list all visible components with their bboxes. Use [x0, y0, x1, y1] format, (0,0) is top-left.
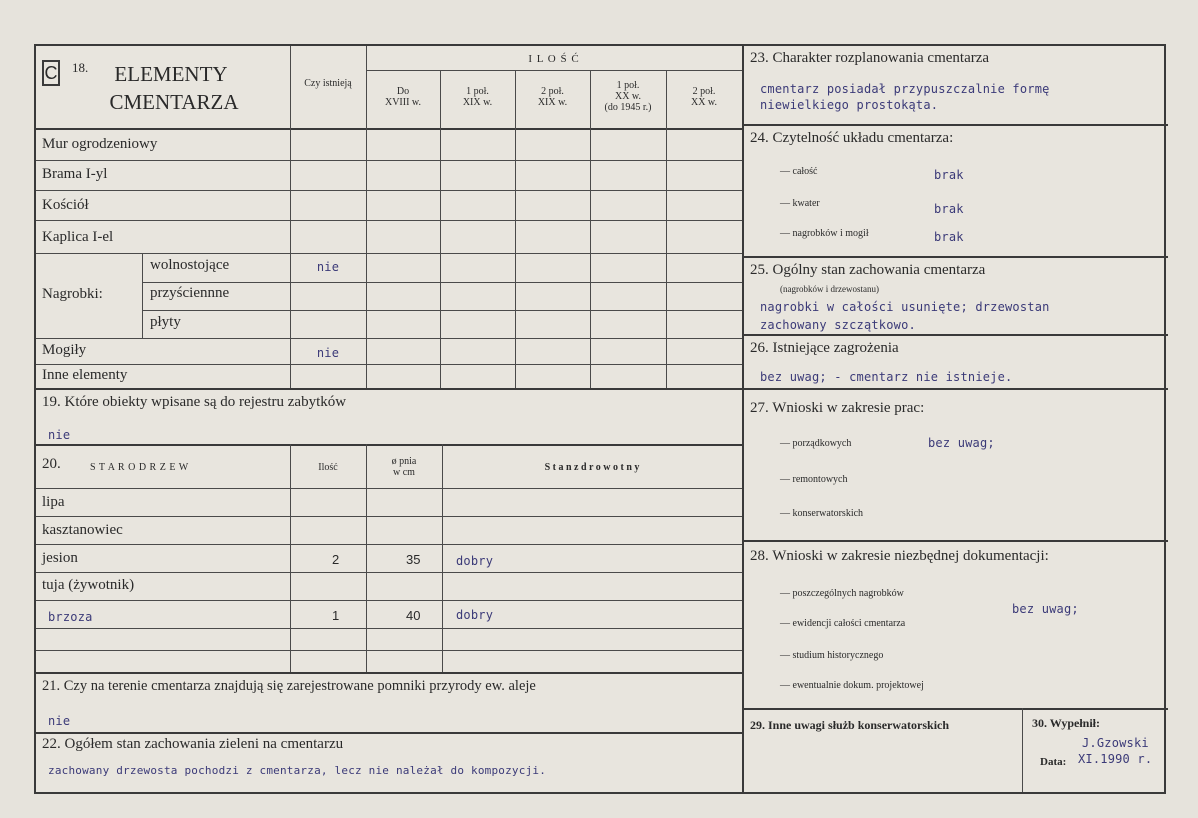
- grid-line: [742, 388, 1168, 390]
- section-25-title: 25. Ogólny stan zachowania cmentarza: [750, 262, 986, 278]
- grid-line: [36, 732, 742, 734]
- grid-line: [742, 124, 1168, 126]
- row-label: płyty: [150, 314, 181, 330]
- s24-item-value: brak: [934, 230, 964, 244]
- grid-line: [666, 70, 667, 388]
- s28-item-label: — studium historycznego: [780, 650, 884, 661]
- tree-ilosc: 1: [332, 608, 340, 623]
- section-28-title: 28. Wnioski w zakresie niezbędnej dokumentacji:: [750, 548, 1049, 564]
- section-25-subtitle: (nagrobków i drzewostanu): [780, 284, 879, 294]
- s27-item-label: — porządkowych: [780, 438, 852, 449]
- s28-item-label: — ewidencji całości cmentarza: [780, 618, 906, 629]
- grid-line: [36, 220, 742, 221]
- grid-line: [742, 708, 1168, 710]
- section-21-title: 21. Czy na terenie cmentarza znajdują się zarejestrowane pomniki przyrody ew. aleje: [42, 678, 536, 694]
- section-19-value: nie: [48, 428, 71, 442]
- section-18-title-1: ELEMENTY: [114, 62, 228, 86]
- grid-line: [36, 128, 742, 130]
- grid-line: [366, 46, 367, 388]
- grid-line: [36, 516, 742, 517]
- section-27-title: 27. Wnioski w zakresie prac:: [750, 400, 925, 416]
- row-label: Inne elementy: [42, 367, 128, 383]
- tree-stan: dobry: [456, 554, 494, 568]
- section-22-title: 22. Ogółem stan zachowania zieleni na cmentarzu: [42, 736, 344, 752]
- grid-line: [142, 310, 742, 311]
- grid-line: [36, 628, 742, 629]
- section-30-title: 30. Wypełnił:: [1032, 716, 1101, 730]
- grid-line: [36, 388, 742, 390]
- section-29-title: 29. Inne uwagi służb konserwatorskich: [750, 718, 950, 732]
- s20-col-pnia: ø pnia w cm: [391, 456, 417, 478]
- s28-item-label: — poszczególnych nagrobków: [780, 588, 904, 599]
- grid-line: [742, 256, 1168, 258]
- section-letter: C: [44, 63, 58, 83]
- grid-line: [742, 334, 1168, 336]
- grid-line: [36, 338, 742, 339]
- s24-item-label: — nagrobków i mogił: [780, 228, 869, 239]
- grid-line: [36, 650, 742, 651]
- s28-value: bez uwag;: [1012, 602, 1079, 616]
- s28-item-label: — ewentualnie dokum. projektowej: [780, 680, 924, 691]
- period-header: 2 poł. XX w.: [690, 86, 717, 108]
- section-30-name: J.Gzowski: [1082, 736, 1149, 750]
- row-label: Mur ogrodzeniowy: [42, 136, 158, 152]
- czy-value: nie: [316, 260, 340, 274]
- tree-name: jesion: [42, 550, 78, 566]
- s24-item-label: — kwater: [780, 198, 820, 209]
- tree-pnia: 35: [406, 552, 421, 567]
- tree-stan: dobry: [456, 608, 494, 622]
- grid-line: [290, 444, 291, 672]
- tree-name: tuja (żywotnik): [42, 577, 135, 593]
- section-25-line1: nagrobki w całości usunięte; drzewostan: [760, 300, 1050, 314]
- section-23-line2: niewielkiego prostokąta.: [760, 98, 939, 112]
- grid-line: [36, 364, 742, 365]
- row-label: wolnostojące: [150, 257, 230, 273]
- record-card: [34, 44, 1166, 794]
- section-20-number: 20.: [42, 456, 61, 472]
- center-divider: [742, 46, 744, 792]
- s24-item-value: brak: [934, 202, 964, 216]
- tree-ilosc: 2: [332, 552, 340, 567]
- tree-name: lipa: [42, 494, 65, 510]
- grid-line: [36, 672, 742, 674]
- grid-line: [590, 70, 591, 388]
- grid-line: [142, 253, 143, 338]
- period-header: 2 poł. XIX w.: [537, 86, 568, 108]
- czy-value: nie: [316, 346, 340, 360]
- s20-col-stan: S t a n z d r o w o t n y: [544, 462, 640, 473]
- grid-line: [36, 444, 742, 446]
- row-label: Mogiły: [42, 342, 87, 358]
- grid-line: [1022, 708, 1023, 792]
- col-czy-istnieja: Czy istnieją: [304, 78, 352, 89]
- section-18-number: 18.: [72, 60, 89, 75]
- section-23-title: 23. Charakter rozplanowania cmentarza: [750, 50, 990, 66]
- grid-line: [36, 160, 742, 161]
- grid-line: [36, 488, 742, 489]
- grid-line: [442, 444, 443, 672]
- period-header: 1 poł. XIX w.: [462, 86, 493, 108]
- s27-item-label: — remontowych: [780, 474, 848, 485]
- s24-item-label: — całość: [780, 166, 818, 177]
- section-24-title: 24. Czytelność układu cmentarza:: [750, 130, 954, 146]
- section-21-value: nie: [48, 714, 71, 728]
- tree-name: brzoza: [48, 610, 93, 624]
- section-20-title: S T A R O D R Z E W: [90, 462, 189, 473]
- grid-line: [742, 540, 1168, 542]
- section-26-value: bez uwag; - cmentarz nie istnieje.: [760, 370, 1013, 384]
- section-23-line1: cmentarz posiadał przypuszczalnie formę: [760, 82, 1050, 96]
- section-25-line2: zachowany szczątkowo.: [760, 318, 916, 332]
- grid-line: [36, 190, 742, 191]
- section-30-date: XI.1990 r.: [1078, 752, 1153, 766]
- tree-name: kasztanowiec: [42, 522, 123, 538]
- grid-line: [290, 46, 291, 388]
- section-19-title: 19. Które obiekty wpisane są do rejestru zabytków: [42, 394, 347, 410]
- grid-line: [366, 70, 742, 71]
- section-18-title-2: CMENTARZA: [109, 90, 239, 114]
- grid-line: [36, 572, 742, 573]
- s20-col-ilosc: Ilość: [318, 462, 338, 473]
- section-30-date-label: Data:: [1040, 756, 1067, 768]
- grid-line: [142, 282, 742, 283]
- grid-line: [36, 544, 742, 545]
- row-label: przyściennne: [150, 285, 230, 301]
- row-label: Kościół: [42, 197, 89, 213]
- tree-pnia: 40: [406, 608, 421, 623]
- col-ilosc: I L O Ś Ć: [528, 53, 580, 65]
- section-26-title: 26. Istniejące zagrożenia: [750, 340, 899, 356]
- section-22-value: zachowany drzewosta pochodzi z cmentarza, lecz nie należał do kompozycji.: [48, 764, 547, 777]
- s27-item-label: — konserwatorskich: [780, 508, 864, 519]
- period-header: 1 poł. XX w. (do 1945 r.): [604, 80, 652, 113]
- row-label: Brama I-yl: [42, 166, 108, 182]
- grid-line: [366, 444, 367, 672]
- grid-line: [440, 70, 441, 388]
- grid-line: [515, 70, 516, 388]
- grid-line: [36, 600, 742, 601]
- period-header: Do XVIII w.: [384, 86, 421, 108]
- row-label: Kaplica I-el: [42, 229, 114, 245]
- nagrobki-label: Nagrobki:: [42, 286, 103, 302]
- s27-item-value: bez uwag;: [928, 436, 995, 450]
- s24-item-value: brak: [934, 168, 964, 182]
- section-letter-box: [42, 60, 60, 86]
